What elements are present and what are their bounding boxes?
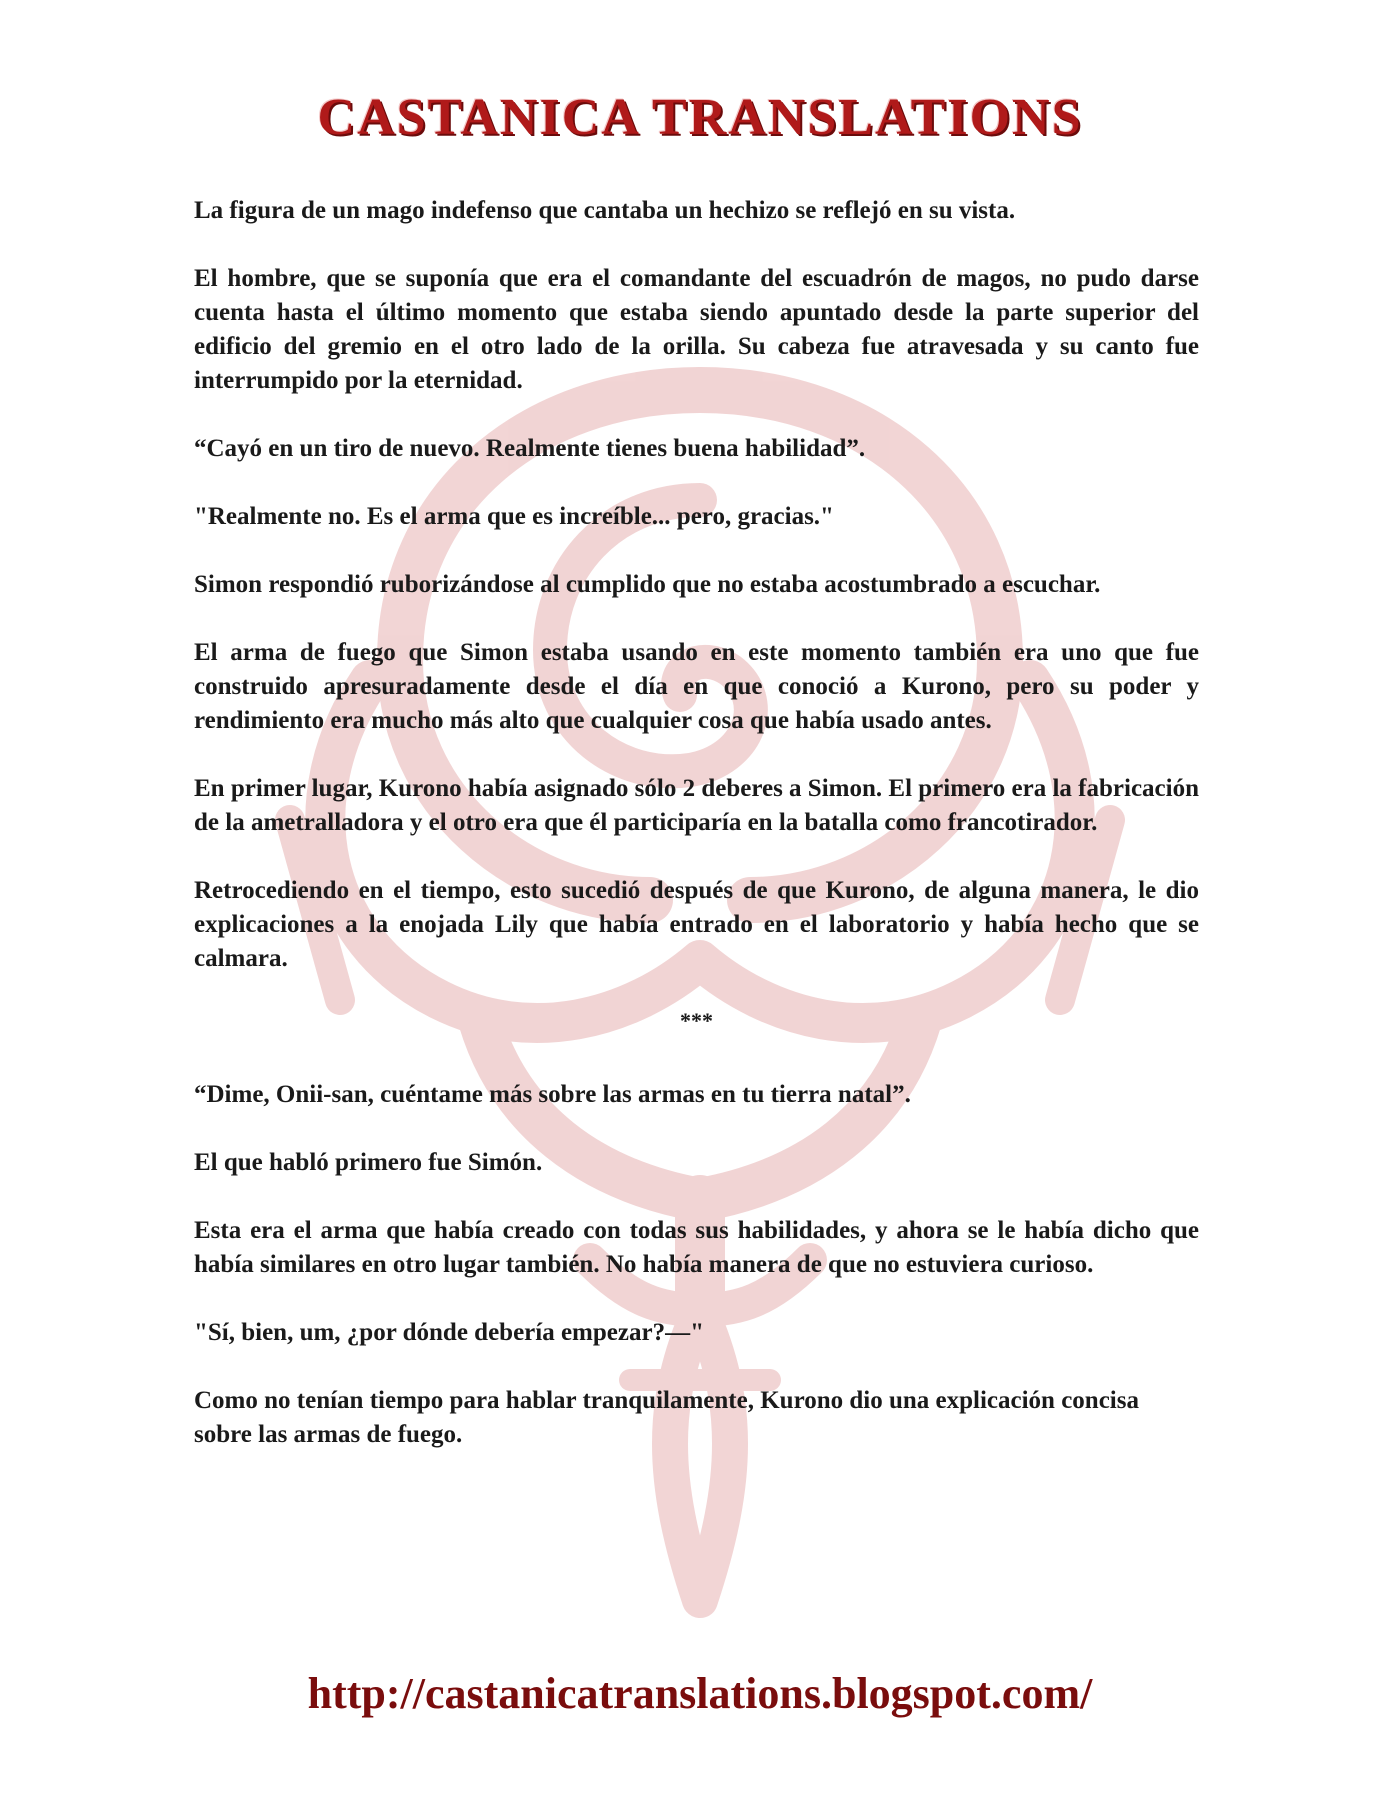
paragraph: Simon respondió ruborizándose al cumplido que no estaba acostumbrado a escuchar. [194, 571, 1101, 598]
blog-url-link[interactable]: http://castanicatranslations.blogspot.com/ [307, 1669, 1093, 1718]
paragraph: “Dime, Onii-san, cuéntame más sobre las armas en tu tierra natal”. [194, 1081, 911, 1108]
paragraph: “Cayó en un tiro de nuevo. Realmente tienes buena habilidad”. [194, 435, 866, 462]
section-separator: *** [680, 1008, 713, 1033]
paragraph: Retrocediendo en el tiempo, esto sucedió después de que Kurono, de alguna manera, le dio explicaciones a la enojada Lily que había entrado en el laboratorio y había hecho que se calmara. [194, 877, 1199, 972]
paragraph: El arma de fuego que Simon estaba usando en este momento también era uno que fue construido apresuradamente desde el día en que conoció a Kurono, pero su poder y rendimiento era mucho más alto que cualquier cosa que había usado antes. [194, 639, 1199, 734]
paragraph: El que habló primero fue Simón. [194, 1149, 543, 1176]
document-body [194, 194, 1199, 1486]
paragraph: Como no tenían tiempo para hablar tranquilamente, Kurono dio una explicación concisa sobre las armas de fuego. [194, 1387, 1139, 1448]
paragraph: En primer lugar, Kurono había asignado sólo 2 deberes a Simon. El primero era la fabricación de la ametralladora y el otro era que él participaría en la batalla como francotirador. [194, 775, 1199, 836]
header [0, 88, 1400, 147]
site-title: CASTANICA TRANSLATIONS [317, 89, 1083, 146]
paragraph: "Sí, bien, um, ¿por dónde debería empezar?—" [194, 1319, 704, 1346]
paragraph: El hombre, que se suponía que era el comandante del escuadrón de magos, no pudo darse cuenta hasta el último momento que estaba siendo apuntado desde la parte superior del edificio del gremio en el otro lado de la orilla. Su cabeza fue atravesada y su canto fue interrumpido por la eternidad. [194, 265, 1199, 394]
paragraph: "Realmente no. Es el arma que es increíble... pero, gracias." [194, 503, 834, 530]
footer [0, 1668, 1400, 1719]
paragraph: La figura de un mago indefenso que cantaba un hechizo se reflejó en su vista. [194, 197, 1016, 224]
paragraph: Esta era el arma que había creado con todas sus habilidades, y ahora se le había dicho que había similares en otro lugar también. No había manera de que no estuviera curioso. [194, 1217, 1199, 1278]
